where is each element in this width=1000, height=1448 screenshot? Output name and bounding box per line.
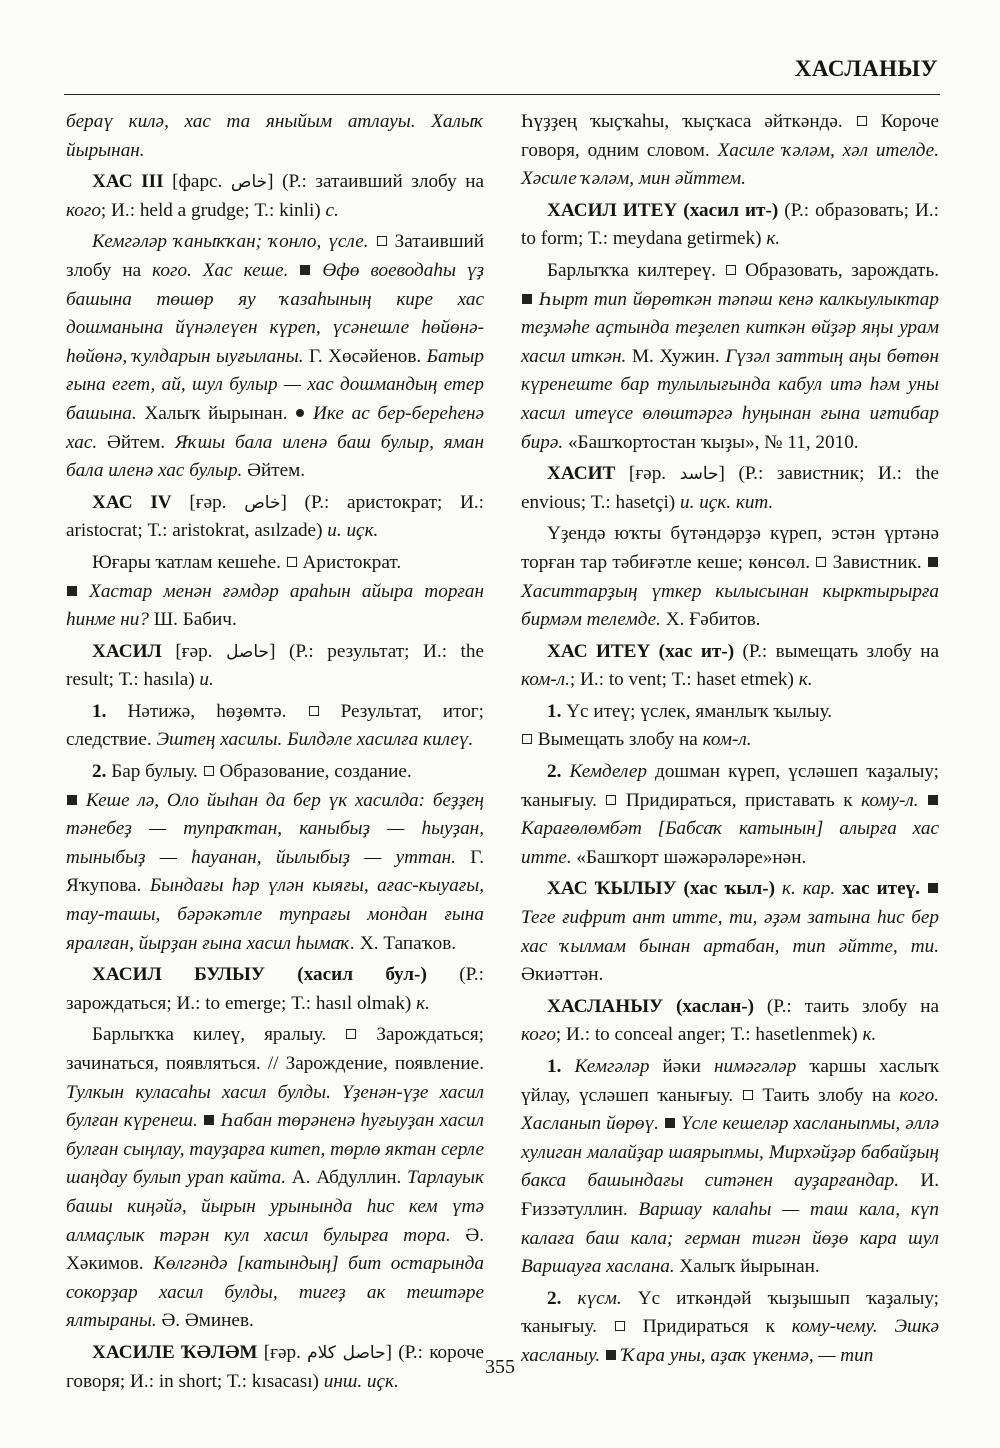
sense-1: 1. Кемгәләр йәки нимәгәләр ҡаршы хаслыҡ үйлау, үсләшеп ҡанығыу. Таить злобу на кого. Хасланып йөрөү. Үсле кешеләр хасланыпмы, әллә хулиган малайҙар шаярыпмы, Мирхәйҙәр бабайҙың бакса башындағы ситәнен ауҙарғандар. И. Ғиззәтуллин. Варшау калаһы — таш кала, күп калаға баш кала; герман тигән йөҙө кара шул Варшауға хаслана. Халыҡ йырынан. xyxy=(521,1056,939,1278)
entry-xasil-iteu: ХАСИЛ ИТЕҮ (хасил ит-) (Р.: образовать; И.: to form; Т.: meydana getirmek) к. xyxy=(521,199,939,250)
definition: Үҙендә юҡты бүтәндәрҙә күреп, эстән үртәнә торған тар тәбиғәтле кеше; көнсөл. Завистник. Хаситтарҙың үткер кылысынан кырктырырға бирмәм телемде. Х. Ғәбитов. xyxy=(521,523,939,631)
entry-xasile-kelem: ХАСИЛЕ ҠӘЛӘМ [ғәр. حاصل كلام] (Р.: короче говоря; И.: in short; Т.: kısacası) инш. иҫк. xyxy=(66,1341,484,1392)
sense-1: 1. Нәтижә, һөҙөмтә. Результат, итог; следствие. Эштең хасилы. Билдәле хасилға килеү. xyxy=(66,700,484,751)
arabic-etymon: حاصل كلام xyxy=(307,1342,386,1363)
hollow-square-icon xyxy=(726,265,736,275)
hollow-square-icon xyxy=(606,795,616,805)
definition-continued: Һүҙҙең ҡыҫҡаһы, ҡыҫҡаса әйткәндә. Короче говоря, одним словом. Хасиле ҡәләм, хәл ителде. Хәсиле ҡәләм, мин әйттем. xyxy=(521,111,940,190)
arabic-etymon: خاص xyxy=(230,172,268,193)
hollow-square-icon xyxy=(522,734,532,744)
headword: ХАС III xyxy=(92,171,164,193)
headword: ХАСИЛЕ ҠӘЛӘМ xyxy=(92,1341,258,1363)
left-column xyxy=(66,108,484,1399)
definition: Кемгәләр ҡаныҡҡан; ҡонло, үсле. Затаивший злобу на кого. Хас кеше. Өфө воеводаһы үҙ башына төшөр яу ҡазаһының кире хас дошманына йүнәлеүен күреп, үсәнешле һөйөнә-һөйөнә, ҡулдарын ыуғыланы. Г. Хөсәйенов. Батыр ғына егет, ай, шул булыр — хас дошмандың етер башына. Халыҡ йырынан. Ике ас бер-береһенә хас. Әйтем. Яҡшы бала иленә баш булыр, яман бала иленә хас булыр. Әйтем. xyxy=(66,231,485,482)
headword: ХАСИЛ ИТЕҮ (хасил ит-) xyxy=(547,199,779,221)
filled-square-icon xyxy=(204,1115,214,1125)
headword: ХАС IV xyxy=(92,491,172,513)
headword: ХАС ИТЕҮ (хас ит-) xyxy=(547,640,735,662)
sense-2: 2. күсм. Үс иткәндәй ҡыҙышып ҡаҙалыу; ҡанығыу. Придираться к кому-чему. Эшкә хасланыу. Ҡара уны, аҙаҡ үкенмә, — тип xyxy=(521,1287,940,1366)
sense-1: 1. Үс итеү; үслек, яманлыҡ ҡылыу. Вымещать злобу на ком-л. xyxy=(521,698,939,755)
entry-xas-3: ХАС III [фарс. خاص] (Р.: затаивший злобу на кого; И.: held a grudge; Т.: kinli) с. xyxy=(66,171,485,221)
header-rule xyxy=(64,94,940,95)
arabic-etymon: خاص xyxy=(244,492,281,513)
entry-xas-4: ХАС IV [ғәр. خاص] (Р.: аристократ; И.: aristocrat; Т.: aristokrat, asılzade) и. иҫк. xyxy=(66,491,485,542)
running-head: ХАСЛАНЫУ xyxy=(794,56,938,81)
pos-label: с. xyxy=(325,199,339,221)
hollow-square-icon xyxy=(204,766,214,776)
filled-square-icon xyxy=(928,795,938,805)
filled-square-icon xyxy=(928,883,938,893)
hollow-square-icon xyxy=(615,1321,625,1331)
filled-square-icon xyxy=(928,557,938,567)
entry-xas-kiliu: ХАС ҠЫЛЫУ (хас ҡыл-) к. кар. хас итеү. Теге ғифрит ант итте, ти, әҙәм затына һис бер хас ҡылмам бынан артабан, тип әйтте, ти. Әкиәттән. xyxy=(521,878,939,986)
sense-2: 2. Бар булыу. Образование, создание. Кеше лә, Оло йыһан да бер үк хасилда: беҙҙең тәнебеҙ — тупраҡтан, каныбыҙ — һыуҙан, тыныбыҙ — һауанан, йылыбыҙ — уттан. Г. Яҡупова. Бындағы һәр үлән кыяғы, ағас-кыуағы, тау-ташы, бәрәкәтле тупрағы мондан ғына яралған, йырҙан ғына хасил һымаҡ. Х. Тапаҡов. xyxy=(66,761,485,954)
headword: ХАС ҠЫЛЫУ (хас ҡыл-) xyxy=(547,878,775,900)
definition: Юғары ҡатлам кешеһе. Аристократ. Хастар менән ғәмдәр араһын айыра торған һинме ни? Ш. Бабич. xyxy=(66,551,485,631)
headword: ХАСИТ xyxy=(547,463,616,485)
arabic-etymon: حاصل xyxy=(226,641,270,662)
hollow-square-icon xyxy=(346,1029,356,1039)
hollow-square-icon xyxy=(857,116,867,126)
filled-square-icon xyxy=(665,1118,675,1128)
headword: ХАСЛАНЫУ (хаслан-) xyxy=(547,995,755,1017)
entry-xaslaniu: ХАСЛАНЫУ (хаслан-) (Р.: таить злобу на кого; И.: to conceal anger; Т.: hasetlenmek) к. xyxy=(521,995,939,1046)
filled-square-icon xyxy=(67,795,77,805)
headword: ХАСИЛ БУЛЫУ (хасил бул-) xyxy=(92,964,427,986)
hollow-square-icon xyxy=(309,706,319,716)
page-number: 355 xyxy=(485,1356,515,1378)
entry-xasil-buliu: ХАСИЛ БУЛЫУ (хасил бул-) (Р.: зарождаться; И.: to emerge; Т.: hasıl olmak) к. xyxy=(66,964,484,1014)
sense-2: 2. Кемделер дошман күреп, үсләшеп ҡаҙалыу; ҡанығыу. Придираться, приставать к кому-л. Карағөлөмбәт [Бабсаҡ катынын] алырға хас итте. «Башҡорт шәжәрәләре»нән. xyxy=(521,761,940,868)
definition: Барлыҡҡа килтереү. Образовать, зарождать. Һырт тип йөрөткән тәпәш кенә калкыулыктар теҙмәһе аҫтында теҙелеп киткән өйҙәр яңы урам хасил иткән. М. Хужин. Гүзәл заттың аңы бөтөн күренеште бар тулылығында кабул итә һәм уны хасил итеүсе өлөштәргә һуңынан ғына иғтибар бирә. «Башҡортостан ҡыҙы», № 11, 2010. xyxy=(521,259,939,453)
headword: ХАСИЛ xyxy=(92,640,162,662)
hollow-square-icon xyxy=(377,236,387,246)
right-column xyxy=(521,108,939,1374)
filled-square-icon xyxy=(67,586,77,596)
entry-xasil: ХАСИЛ [ғәр. حاصل] (Р.: результат; И.: the result; Т.: hasıla) и. xyxy=(66,640,484,691)
filled-square-icon xyxy=(522,294,532,304)
bullet-dot-icon xyxy=(296,409,304,417)
filled-square-icon xyxy=(300,265,310,275)
definition: Барлыҡҡа килеү, яралыу. Зарождаться; зачинаться, появляться. // Зарождение, появление. Тулкын куласаһы хасил булды. Үҙенән-үҙе хасил булған күренеш. Һабан төрәненә һуғыуҙан хасил булған сыңлау, тауҙарға китеп, төрлө яктан серле шаңдау булып урап кайта. А. Абдуллин. Тарлауык башы киңәйә, йырын урынында һис кем үтә алмаҫлык тәрән кул хасил булырға тора. Ә. Хәкимов. Көлгәндә [катындың] бит остарында сокорҙар хасил булды, тигеҙ ак тештәре ялтыраны. Ә. Әминев. xyxy=(66,1024,485,1332)
hollow-square-icon xyxy=(287,557,297,567)
entry-xas-iteu: ХАС ИТЕҮ (хас ит-) (Р.: вымещать злобу на ком-л.; И.: to vent; Т.: haset etmek) к. xyxy=(521,640,939,691)
continued-example: бераү килә, хас та яныйым атлауы. Халыҡ йырынан. xyxy=(66,111,484,161)
entry-xasit: ХАСИТ [ғәр. حاسد] (Р.: завистник; И.: the envious; Т.: hasetçi) и. иҫк. кит. xyxy=(521,463,939,513)
hollow-square-icon xyxy=(816,557,826,567)
hollow-square-icon xyxy=(743,1090,753,1100)
arabic-etymon: حاسد xyxy=(679,464,719,485)
